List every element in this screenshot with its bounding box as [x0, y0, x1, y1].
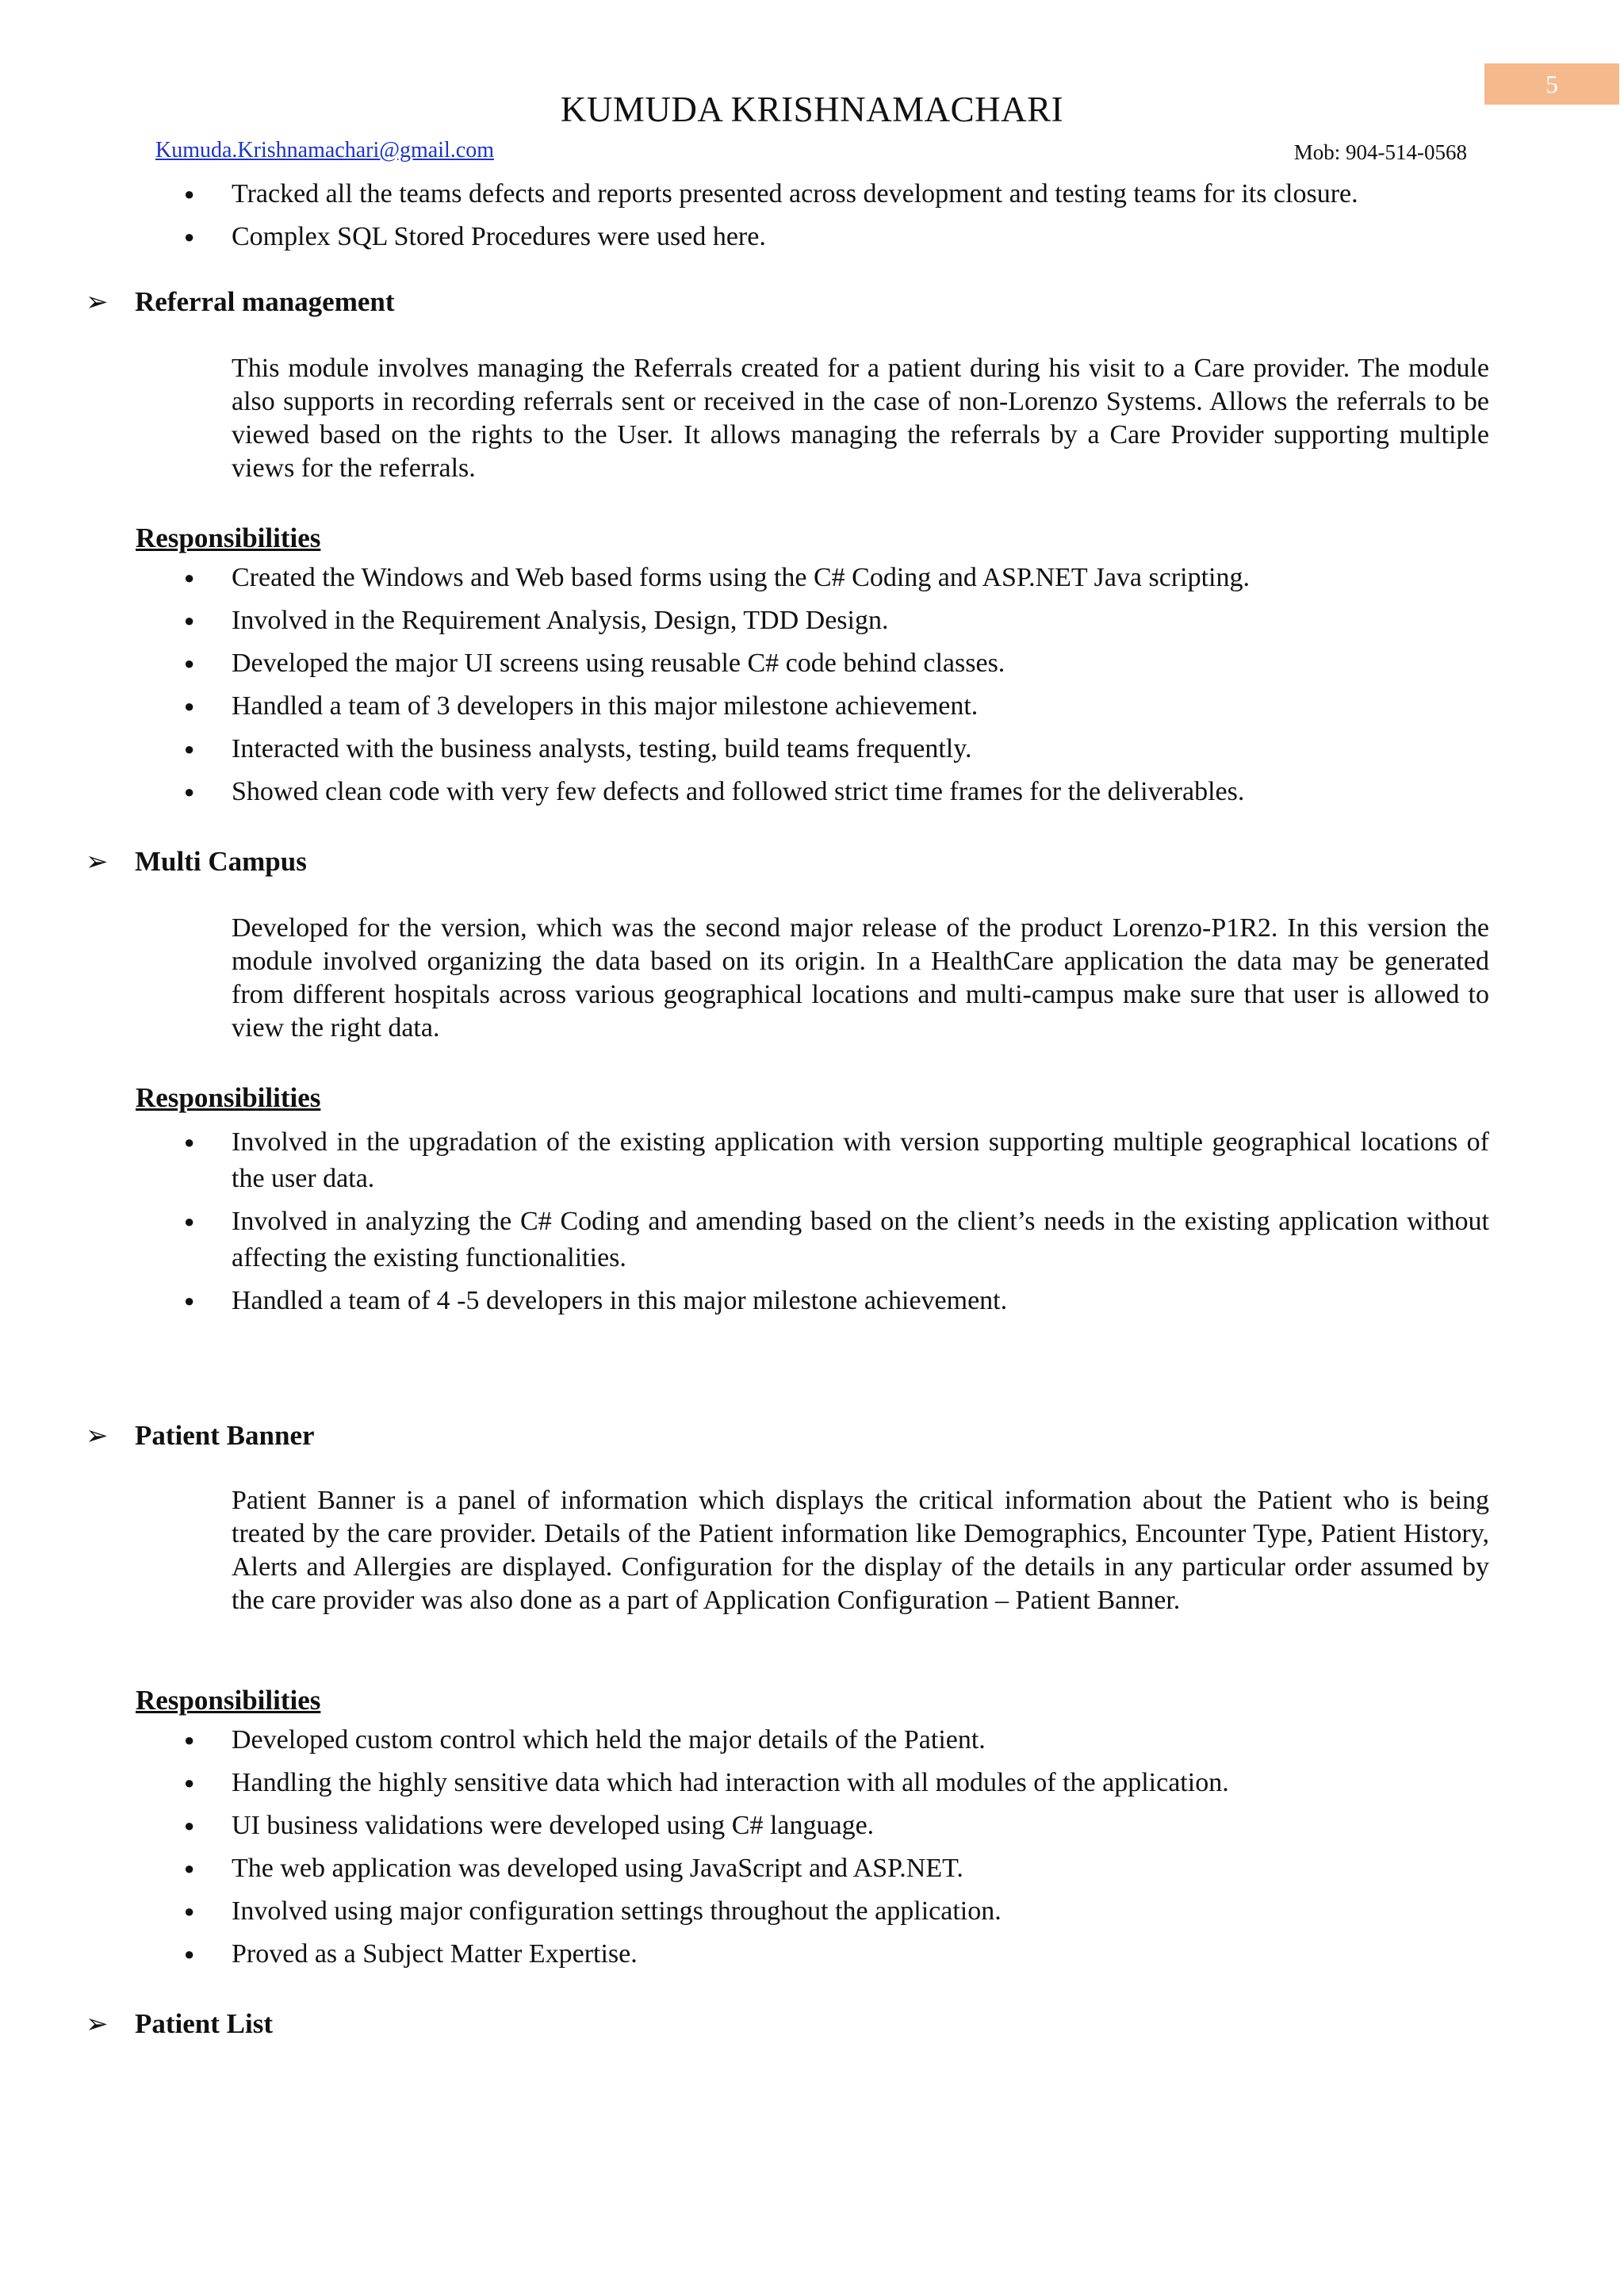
- list-item: ● The web application was developed using JavaScript and ASP.NET.: [184, 1850, 1489, 1887]
- section-description: Patient Banner is a panel of information which displays the critical information about the Patient who is being treated by the care provider. Details of the Patient information like Demographics, Encounter Type, Patient History, Alerts and Allergies are displayed. Configuration for the display of the details in any particular order assumed by the care provider was also done as a part of Application Configuration – Patient Banner.: [232, 1486, 1489, 1615]
- responsibilities-heading: Responsibilities: [136, 1685, 321, 1716]
- list-item: ● Showed clean code with very few defects and followed strict time frames for the deliverables.: [184, 774, 1489, 810]
- section-description: This module involves managing the Referrals created for a patient during his visit to a Care provider. The module also supports in recording referrals sent or received in the case of non-Lorenzo Systems. Allows the referrals to be viewed based on the rights to the User. It allows managing the referrals by a Care Provider supporting multiple views for the referrals.: [232, 354, 1489, 483]
- list-item: ● Interacted with the business analysts, testing, build teams frequently.: [184, 731, 1489, 767]
- section-title: Referral management: [135, 286, 395, 317]
- candidate-name: KUMUDA KRISHNAMACHARI: [560, 90, 1064, 129]
- list-item: ● Involved in the Requirement Analysis, Design, TDD Design.: [184, 603, 1489, 639]
- arrowhead-bullet-icon: ➢: [86, 848, 109, 877]
- email-link[interactable]: Kumuda.Krishnamachari@gmail.com: [155, 138, 494, 163]
- list-item: ● UI business validations were developed using C# language.: [184, 1808, 1489, 1844]
- responsibilities-heading: Responsibilities: [136, 1082, 321, 1113]
- responsibilities-list: [184, 1722, 1489, 1979]
- list-item: ● Handled a team of 4 -5 developers in this major milestone achievement.: [184, 1283, 1489, 1319]
- arrowhead-bullet-icon: ➢: [86, 2010, 109, 2039]
- arrowhead-bullet-icon: ➢: [86, 288, 109, 317]
- top-bullet-list: [184, 176, 1489, 262]
- section-heading-referral-management: [86, 284, 395, 321]
- arrowhead-bullet-icon: ➢: [86, 1422, 109, 1451]
- list-item: ● Handled a team of 3 developers in this major milestone achievement.: [184, 688, 1489, 725]
- list-item: ● Involved in the upgradation of the existing application with version supporting multiple geographical locations of the user data.: [184, 1124, 1489, 1197]
- responsibilities-list: [184, 560, 1489, 817]
- responsibilities-heading: Responsibilities: [136, 522, 321, 553]
- responsibilities-list: [184, 1124, 1489, 1326]
- section-description: Developed for the version, which was the second major release of the product Lorenzo-P1R2. In this version the module involved organizing the data based on its origin. In a HealthCare application the data may be generated from different hospitals across various geographical locations and multi-campus make sure that user is allowed to view the right data.: [232, 913, 1489, 1043]
- page-number-badge: 5: [1484, 63, 1619, 105]
- section-title: Multi Campus: [135, 846, 307, 877]
- list-item: ● Involved using major configuration settings throughout the application.: [184, 1893, 1489, 1930]
- section-heading-multi-campus: [86, 844, 307, 881]
- section-title: Patient List: [135, 2008, 274, 2039]
- section-heading-patient-list: [86, 2006, 273, 2043]
- list-item: ● Proved as a Subject Matter Expertise.: [184, 1936, 1489, 1973]
- list-item: ● Complex SQL Stored Procedures were used here.: [184, 219, 1489, 255]
- list-item: ● Handling the highly sensitive data which had interaction with all modules of the application.: [184, 1765, 1489, 1801]
- mobile-number: Mob: 904-514-0568: [1293, 140, 1467, 164]
- list-item: ● Involved in analyzing the C# Coding and amending based on the client’s needs in the existing application without affecting the existing functionalities.: [184, 1203, 1489, 1276]
- list-item: ● Created the Windows and Web based forms using the C# Coding and ASP.NET Java scripting.: [184, 560, 1489, 596]
- list-item: ● Tracked all the teams defects and reports presented across development and testing teams for its closure.: [184, 176, 1489, 212]
- section-title: Patient Banner: [135, 1420, 315, 1451]
- list-item: ● Developed the major UI screens using reusable C# code behind classes.: [184, 645, 1489, 682]
- section-heading-patient-banner: [86, 1418, 315, 1455]
- list-item: ● Developed custom control which held the major details of the Patient.: [184, 1722, 1489, 1758]
